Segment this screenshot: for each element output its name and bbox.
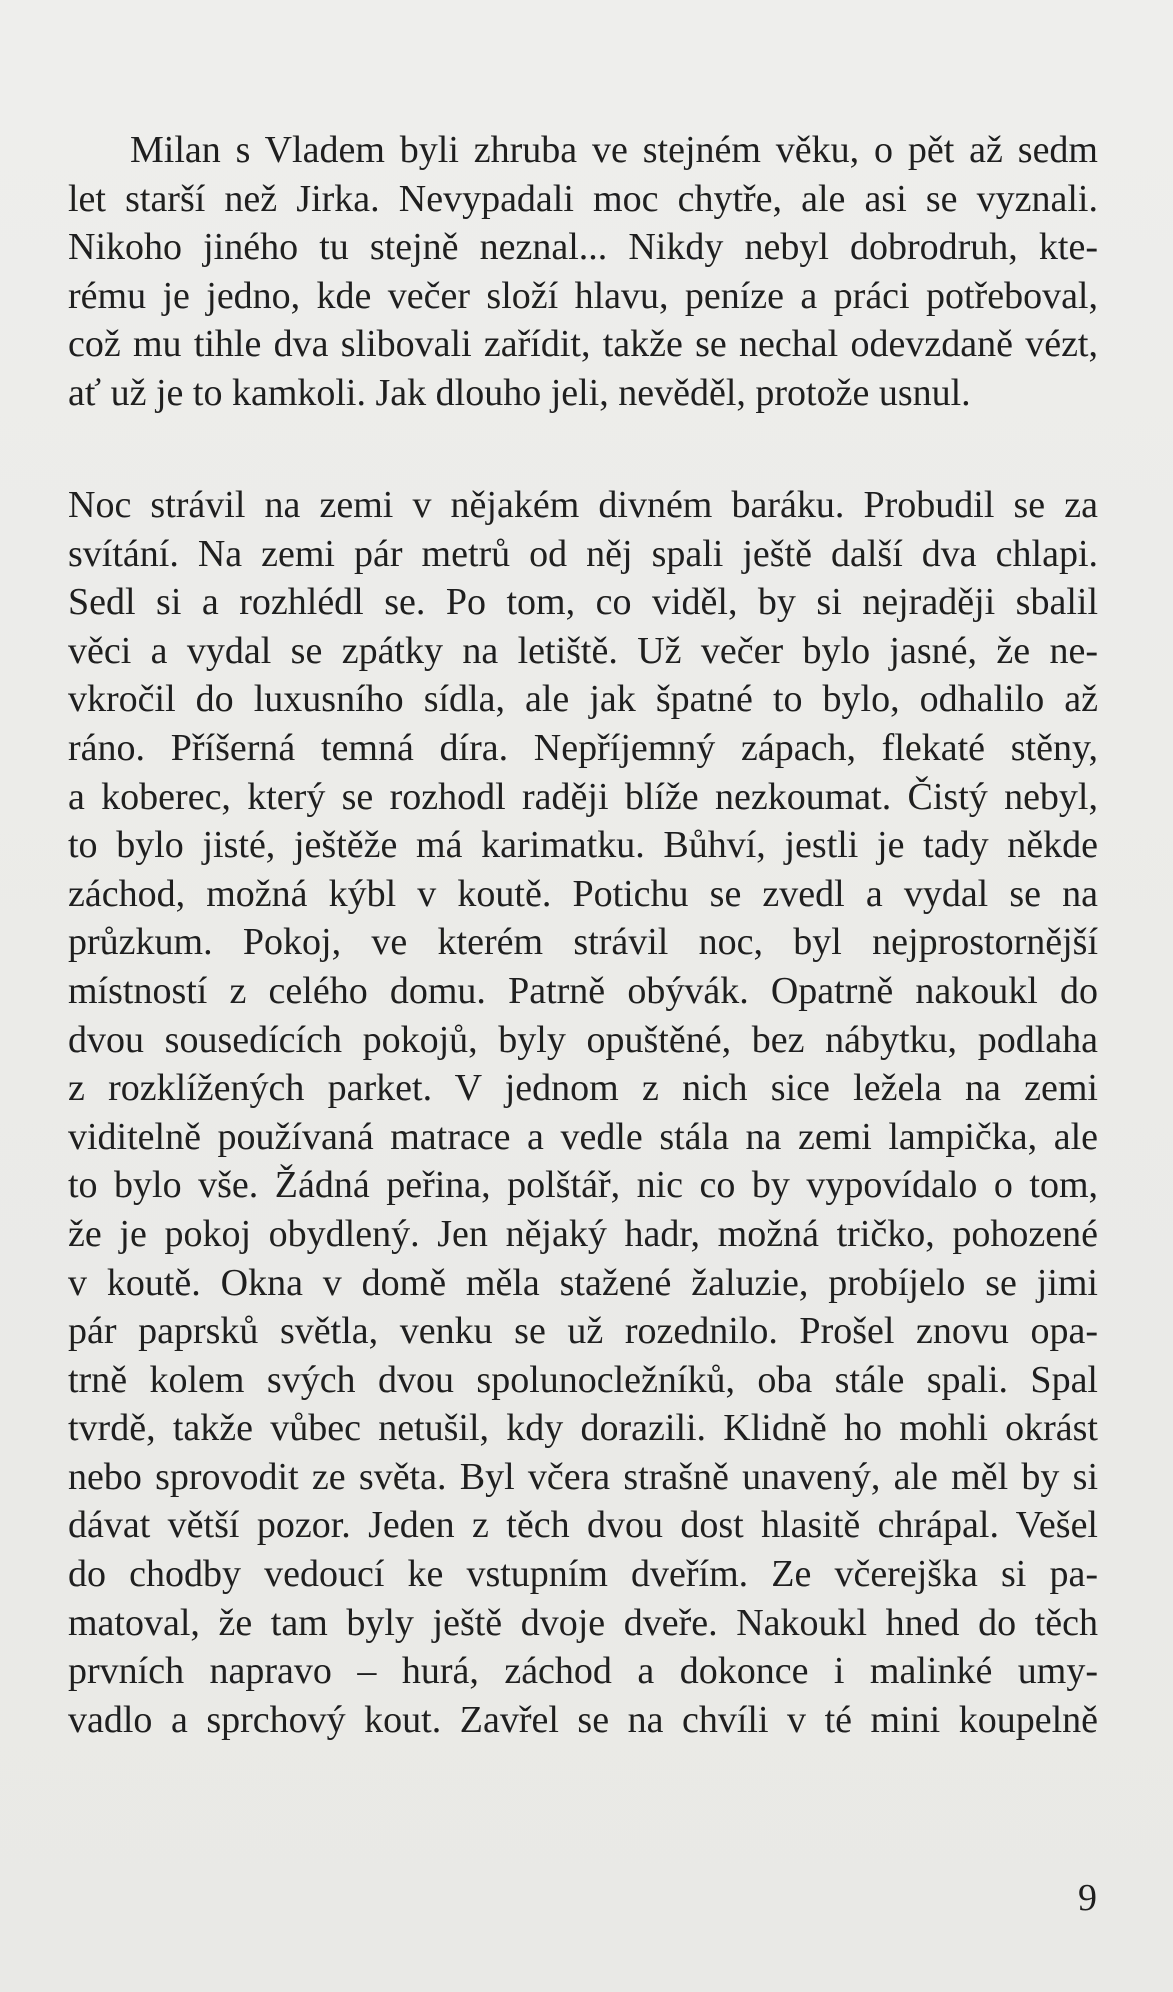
text-line: tvrdě, takže vůbec netušil, kdy dorazili. Klidně ho mohli okrást (68, 1407, 1098, 1450)
text-line: místností z celého domu. Patrně obývák. Opatrně nakoukl do (68, 969, 1098, 1012)
text-line: svítání. Na zemi pár metrů od něj spali ještě další dva chlapi. (68, 532, 1098, 575)
text-line: vkročil do luxusního sídla, ale jak špatné to bylo, odhalilo až (68, 678, 1098, 721)
text-line: matoval, že tam byly ještě dvoje dveře. Nakoukl hned do těch (68, 1601, 1098, 1644)
text-line: trně kolem svých dvou spolunocležníků, oba stále spali. Spal (68, 1358, 1098, 1401)
paragraph-2-text (68, 481, 1098, 1744)
text-line: pár paprsků světla, venku se už rozednilo. Prošel znovu opa- (68, 1310, 1098, 1353)
text-line: do chodby vedoucí ke vstupním dveřím. Ze včerejška si pa- (68, 1553, 1098, 1596)
paragraph-1 (68, 126, 1098, 418)
text-line: dvou sousedících pokojů, byly opuštěné, bez nábytku, podlaha (68, 1018, 1098, 1061)
text-line: Sedl si a rozhlédl se. Po tom, co viděl, by si nejraději sbalil (68, 581, 1098, 624)
text-line: nebo sprovodit ze světa. Byl včera strašně unavený, ale měl by si (68, 1455, 1098, 1498)
text-line: což mu tihle dva slibovali zařídit, takže se nechal odevzdaně vézt, (68, 323, 1098, 366)
text-line: to bylo jisté, ještěže má karimatku. Bůhví, jestli je tady někde (68, 824, 1098, 867)
text-line: Nikoho jiného tu stejně neznal... Nikdy nebyl dobrodruh, kte- (68, 226, 1098, 269)
paragraph-1-text (68, 126, 1098, 418)
text-line: záchod, možná kýbl v koutě. Potichu se zvedl a vydal se na (68, 872, 1098, 915)
text-line: vadlo a sprchový kout. Zavřel se na chvíli v té mini koupelně (68, 1698, 1098, 1741)
text-line: to bylo vše. Žádná peřina, polštář, nic co by vypovídalo o tom, (68, 1164, 1098, 1207)
text-line: průzkum. Pokoj, ve kterém strávil noc, byl nejprostornější (68, 921, 1098, 964)
text-line: Noc strávil na zemi v nějakém divném baráku. Probudil se za (68, 484, 1098, 526)
text-line (68, 126, 1098, 175)
text-line: prvních napravo – hurá, záchod a dokonce i malinké umy- (68, 1650, 1098, 1693)
text-line-content: Milan s Vladem byli zhruba ve stejném věku, o pět až sedm (130, 129, 1098, 171)
text-line: dávat větší pozor. Jeden z těch dvou dost hlasitě chrápal. Vešel (68, 1504, 1098, 1547)
page-number: 9 (1078, 1877, 1097, 1919)
text-line: viditelně používaná matrace a vedle stála na zemi lampička, ale (68, 1115, 1098, 1158)
text-line: rému je jedno, kde večer složí hlavu, peníze a práci potřeboval, (68, 274, 1098, 317)
paragraph-2 (68, 481, 1098, 1744)
text-line: ať už je to kamkoli. Jak dlouho jeli, nevěděl, protože usnul. (68, 371, 971, 414)
text-line: že je pokoj obydlený. Jen nějaký hadr, možná tričko, pohozené (68, 1212, 1098, 1255)
text-line: z rozklížených parket. V jednom z nich sice ležela na zemi (68, 1067, 1098, 1110)
text-line: let starší než Jirka. Nevypadali moc chytře, ale asi se vyznali. (68, 177, 1098, 220)
text-line: ráno. Příšerná temná díra. Nepříjemný zápach, flekaté stěny, (68, 726, 1098, 769)
text-line: věci a vydal se zpátky na letiště. Už večer bylo jasné, že ne- (68, 629, 1098, 672)
text-line: a koberec, který se rozhodl raději blíže nezkoumat. Čistý nebyl, (68, 775, 1098, 818)
text-line: v koutě. Okna v domě měla stažené žaluzie, probíjelo se jimi (68, 1261, 1098, 1304)
